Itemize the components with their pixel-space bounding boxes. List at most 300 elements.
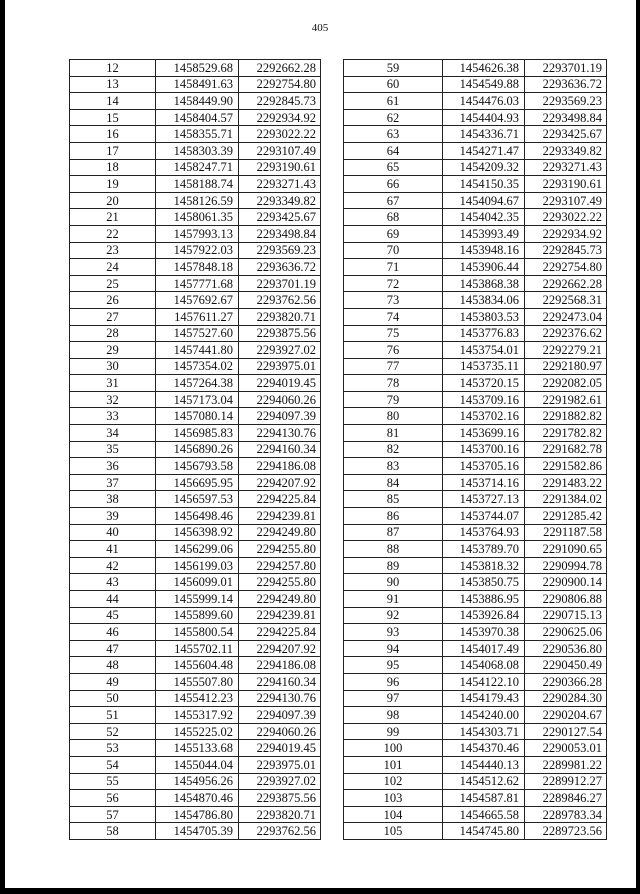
point-number-cell: 77 bbox=[344, 358, 443, 375]
x-coordinate-cell: 1457441.80 bbox=[156, 342, 239, 359]
table-row bbox=[70, 773, 321, 790]
x-coordinate-cell: 1454094.67 bbox=[443, 192, 525, 209]
x-coordinate-cell: 1457771.68 bbox=[156, 275, 239, 292]
x-coordinate-cell: 1456985.83 bbox=[156, 425, 239, 442]
point-number-cell: 95 bbox=[344, 657, 443, 674]
point-number-cell: 79 bbox=[344, 391, 443, 408]
x-coordinate-cell: 1453702.16 bbox=[443, 408, 525, 425]
x-coordinate-cell: 1455225.02 bbox=[156, 723, 239, 740]
y-coordinate-cell: 2289723.56 bbox=[525, 823, 607, 840]
x-coordinate-cell: 1456199.03 bbox=[156, 557, 239, 574]
x-coordinate-cell: 1454370.46 bbox=[443, 740, 525, 757]
x-coordinate-cell: 1458404.57 bbox=[156, 109, 239, 126]
table-row bbox=[344, 375, 607, 392]
x-coordinate-cell: 1454404.93 bbox=[443, 109, 525, 126]
table-row bbox=[70, 275, 321, 292]
y-coordinate-cell: 2289912.27 bbox=[525, 773, 607, 790]
y-coordinate-cell: 2294130.76 bbox=[239, 690, 321, 707]
point-number-cell: 32 bbox=[70, 391, 156, 408]
point-number-cell: 24 bbox=[70, 259, 156, 276]
x-coordinate-cell: 1454705.39 bbox=[156, 823, 239, 840]
y-coordinate-cell: 2291582.86 bbox=[525, 458, 607, 475]
x-coordinate-cell: 1453705.16 bbox=[443, 458, 525, 475]
point-number-cell: 103 bbox=[344, 790, 443, 807]
table-row bbox=[70, 391, 321, 408]
point-number-cell: 49 bbox=[70, 673, 156, 690]
point-number-cell: 29 bbox=[70, 342, 156, 359]
y-coordinate-cell: 2292180.97 bbox=[525, 358, 607, 375]
table-row bbox=[344, 657, 607, 674]
table-row bbox=[344, 391, 607, 408]
y-coordinate-cell: 2293425.67 bbox=[239, 209, 321, 226]
y-coordinate-cell: 2292082.05 bbox=[525, 375, 607, 392]
point-number-cell: 21 bbox=[70, 209, 156, 226]
y-coordinate-cell: 2290994.78 bbox=[525, 557, 607, 574]
point-number-cell: 45 bbox=[70, 607, 156, 624]
x-coordinate-cell: 1454476.03 bbox=[443, 93, 525, 110]
table-row bbox=[70, 524, 321, 541]
point-number-cell: 39 bbox=[70, 508, 156, 525]
y-coordinate-cell: 2291090.65 bbox=[525, 541, 607, 558]
y-coordinate-cell: 2294097.39 bbox=[239, 408, 321, 425]
point-number-cell: 60 bbox=[344, 76, 443, 93]
x-coordinate-cell: 1453850.75 bbox=[443, 574, 525, 591]
point-number-cell: 41 bbox=[70, 541, 156, 558]
table-row bbox=[70, 408, 321, 425]
x-coordinate-cell: 1453776.83 bbox=[443, 325, 525, 342]
y-coordinate-cell: 2294255.80 bbox=[239, 541, 321, 558]
table-row bbox=[70, 657, 321, 674]
table-row bbox=[344, 458, 607, 475]
point-number-cell: 102 bbox=[344, 773, 443, 790]
y-coordinate-cell: 2291483.22 bbox=[525, 474, 607, 491]
x-coordinate-cell: 1453744.07 bbox=[443, 508, 525, 525]
point-number-cell: 93 bbox=[344, 624, 443, 641]
y-coordinate-cell: 2292934.92 bbox=[525, 225, 607, 242]
point-number-cell: 16 bbox=[70, 126, 156, 143]
x-coordinate-cell: 1454240.00 bbox=[443, 707, 525, 724]
point-number-cell: 82 bbox=[344, 441, 443, 458]
y-coordinate-cell: 2292754.80 bbox=[239, 76, 321, 93]
table-row bbox=[344, 574, 607, 591]
x-coordinate-cell: 1454786.80 bbox=[156, 806, 239, 823]
x-coordinate-cell: 1456398.92 bbox=[156, 524, 239, 541]
x-coordinate-cell: 1456695.95 bbox=[156, 474, 239, 491]
y-coordinate-cell: 2294160.34 bbox=[239, 673, 321, 690]
x-coordinate-cell: 1458529.68 bbox=[156, 60, 239, 77]
x-coordinate-cell: 1457527.60 bbox=[156, 325, 239, 342]
point-number-cell: 38 bbox=[70, 491, 156, 508]
x-coordinate-cell: 1456793.58 bbox=[156, 458, 239, 475]
y-coordinate-cell: 2293875.56 bbox=[239, 325, 321, 342]
x-coordinate-cell: 1455133.68 bbox=[156, 740, 239, 757]
y-coordinate-cell: 2294130.76 bbox=[239, 425, 321, 442]
point-number-cell: 100 bbox=[344, 740, 443, 757]
y-coordinate-cell: 2289981.22 bbox=[525, 756, 607, 773]
point-number-cell: 20 bbox=[70, 192, 156, 209]
table-row bbox=[70, 640, 321, 657]
y-coordinate-cell: 2294207.92 bbox=[239, 640, 321, 657]
y-coordinate-cell: 2293107.49 bbox=[239, 142, 321, 159]
point-number-cell: 75 bbox=[344, 325, 443, 342]
table-row bbox=[70, 707, 321, 724]
table-row bbox=[70, 109, 321, 126]
scan-border-bottom bbox=[0, 888, 640, 894]
point-number-cell: 92 bbox=[344, 607, 443, 624]
x-coordinate-cell: 1453803.53 bbox=[443, 308, 525, 325]
table-row bbox=[70, 242, 321, 259]
y-coordinate-cell: 2291285.42 bbox=[525, 508, 607, 525]
x-coordinate-cell: 1454440.13 bbox=[443, 756, 525, 773]
table-row bbox=[344, 225, 607, 242]
point-number-cell: 73 bbox=[344, 292, 443, 309]
y-coordinate-cell: 2292376.62 bbox=[525, 325, 607, 342]
x-coordinate-cell: 1453818.32 bbox=[443, 557, 525, 574]
point-number-cell: 17 bbox=[70, 142, 156, 159]
table-row bbox=[344, 624, 607, 641]
y-coordinate-cell: 2292568.31 bbox=[525, 292, 607, 309]
x-coordinate-cell: 1453948.16 bbox=[443, 242, 525, 259]
y-coordinate-cell: 2289846.27 bbox=[525, 790, 607, 807]
point-number-cell: 80 bbox=[344, 408, 443, 425]
y-coordinate-cell: 2291782.82 bbox=[525, 425, 607, 442]
table-row bbox=[70, 756, 321, 773]
y-coordinate-cell: 2292845.73 bbox=[525, 242, 607, 259]
x-coordinate-cell: 1457611.27 bbox=[156, 308, 239, 325]
table-row bbox=[70, 740, 321, 757]
point-number-cell: 96 bbox=[344, 673, 443, 690]
table-row bbox=[70, 76, 321, 93]
point-number-cell: 81 bbox=[344, 425, 443, 442]
x-coordinate-cell: 1457264.38 bbox=[156, 375, 239, 392]
table-row bbox=[344, 358, 607, 375]
point-number-cell: 25 bbox=[70, 275, 156, 292]
y-coordinate-cell: 2292845.73 bbox=[239, 93, 321, 110]
x-coordinate-cell: 1453926.84 bbox=[443, 607, 525, 624]
x-coordinate-cell: 1453868.38 bbox=[443, 275, 525, 292]
y-coordinate-cell: 2293349.82 bbox=[525, 142, 607, 159]
x-coordinate-cell: 1458061.35 bbox=[156, 209, 239, 226]
point-number-cell: 37 bbox=[70, 474, 156, 491]
x-coordinate-cell: 1454587.81 bbox=[443, 790, 525, 807]
point-number-cell: 13 bbox=[70, 76, 156, 93]
x-coordinate-cell: 1458247.71 bbox=[156, 159, 239, 176]
table-row bbox=[344, 756, 607, 773]
y-coordinate-cell: 2293498.84 bbox=[525, 109, 607, 126]
y-coordinate-cell: 2294249.80 bbox=[239, 524, 321, 541]
point-number-cell: 54 bbox=[70, 756, 156, 773]
table-row bbox=[70, 591, 321, 608]
table-row bbox=[344, 707, 607, 724]
x-coordinate-cell: 1453727.13 bbox=[443, 491, 525, 508]
x-coordinate-cell: 1455899.60 bbox=[156, 607, 239, 624]
y-coordinate-cell: 2291682.78 bbox=[525, 441, 607, 458]
y-coordinate-cell: 2290450.49 bbox=[525, 657, 607, 674]
y-coordinate-cell: 2290900.14 bbox=[525, 574, 607, 591]
x-coordinate-cell: 1453699.16 bbox=[443, 425, 525, 442]
x-coordinate-cell: 1453970.38 bbox=[443, 624, 525, 641]
x-coordinate-cell: 1456890.26 bbox=[156, 441, 239, 458]
point-number-cell: 70 bbox=[344, 242, 443, 259]
y-coordinate-cell: 2294019.45 bbox=[239, 375, 321, 392]
y-coordinate-cell: 2290204.67 bbox=[525, 707, 607, 724]
point-number-cell: 23 bbox=[70, 242, 156, 259]
table-row bbox=[70, 325, 321, 342]
x-coordinate-cell: 1455412.23 bbox=[156, 690, 239, 707]
y-coordinate-cell: 2293271.43 bbox=[525, 159, 607, 176]
y-coordinate-cell: 2294255.80 bbox=[239, 574, 321, 591]
x-coordinate-cell: 1454745.80 bbox=[443, 823, 525, 840]
table-row bbox=[70, 690, 321, 707]
table-row bbox=[344, 142, 607, 159]
x-coordinate-cell: 1458491.63 bbox=[156, 76, 239, 93]
x-coordinate-cell: 1453834.06 bbox=[443, 292, 525, 309]
table-row bbox=[70, 358, 321, 375]
table-row bbox=[344, 109, 607, 126]
point-number-cell: 22 bbox=[70, 225, 156, 242]
point-number-cell: 85 bbox=[344, 491, 443, 508]
table-row bbox=[344, 342, 607, 359]
table-row bbox=[344, 823, 607, 840]
x-coordinate-cell: 1457692.67 bbox=[156, 292, 239, 309]
table-row bbox=[344, 242, 607, 259]
point-number-cell: 87 bbox=[344, 524, 443, 541]
coordinates-table-left bbox=[69, 59, 321, 840]
y-coordinate-cell: 2294225.84 bbox=[239, 491, 321, 508]
point-number-cell: 15 bbox=[70, 109, 156, 126]
point-number-cell: 78 bbox=[344, 375, 443, 392]
table-row bbox=[344, 508, 607, 525]
table-row bbox=[70, 790, 321, 807]
table-row bbox=[344, 474, 607, 491]
y-coordinate-cell: 2292754.80 bbox=[525, 259, 607, 276]
table-row bbox=[70, 308, 321, 325]
point-number-cell: 55 bbox=[70, 773, 156, 790]
y-coordinate-cell: 2293927.02 bbox=[239, 773, 321, 790]
y-coordinate-cell: 2293762.56 bbox=[239, 292, 321, 309]
y-coordinate-cell: 2290625.06 bbox=[525, 624, 607, 641]
point-number-cell: 34 bbox=[70, 425, 156, 442]
x-coordinate-cell: 1454512.62 bbox=[443, 773, 525, 790]
y-coordinate-cell: 2292473.04 bbox=[525, 308, 607, 325]
table-row bbox=[344, 60, 607, 77]
table-row bbox=[344, 325, 607, 342]
x-coordinate-cell: 1454626.38 bbox=[443, 60, 525, 77]
point-number-cell: 64 bbox=[344, 142, 443, 159]
table-row bbox=[70, 607, 321, 624]
y-coordinate-cell: 2293569.23 bbox=[239, 242, 321, 259]
x-coordinate-cell: 1457173.04 bbox=[156, 391, 239, 408]
table-row bbox=[344, 541, 607, 558]
point-number-cell: 19 bbox=[70, 176, 156, 193]
x-coordinate-cell: 1456498.46 bbox=[156, 508, 239, 525]
y-coordinate-cell: 2291982.61 bbox=[525, 391, 607, 408]
y-coordinate-cell: 2291187.58 bbox=[525, 524, 607, 541]
point-number-cell: 59 bbox=[344, 60, 443, 77]
y-coordinate-cell: 2291384.02 bbox=[525, 491, 607, 508]
table-row bbox=[344, 790, 607, 807]
table-row bbox=[70, 342, 321, 359]
table-row bbox=[70, 209, 321, 226]
table-row bbox=[70, 574, 321, 591]
table-row bbox=[344, 524, 607, 541]
x-coordinate-cell: 1453709.16 bbox=[443, 391, 525, 408]
table-row bbox=[70, 292, 321, 309]
y-coordinate-cell: 2293636.72 bbox=[525, 76, 607, 93]
point-number-cell: 18 bbox=[70, 159, 156, 176]
y-coordinate-cell: 2293762.56 bbox=[239, 823, 321, 840]
y-coordinate-cell: 2293975.01 bbox=[239, 358, 321, 375]
point-number-cell: 28 bbox=[70, 325, 156, 342]
table-row bbox=[344, 93, 607, 110]
x-coordinate-cell: 1455507.80 bbox=[156, 673, 239, 690]
point-number-cell: 105 bbox=[344, 823, 443, 840]
x-coordinate-cell: 1453735.11 bbox=[443, 358, 525, 375]
y-coordinate-cell: 2293701.19 bbox=[525, 60, 607, 77]
x-coordinate-cell: 1453754.01 bbox=[443, 342, 525, 359]
point-number-cell: 63 bbox=[344, 126, 443, 143]
x-coordinate-cell: 1457354.02 bbox=[156, 358, 239, 375]
table-row bbox=[70, 491, 321, 508]
point-number-cell: 89 bbox=[344, 557, 443, 574]
y-coordinate-cell: 2294207.92 bbox=[239, 474, 321, 491]
point-number-cell: 43 bbox=[70, 574, 156, 591]
x-coordinate-cell: 1454179.43 bbox=[443, 690, 525, 707]
y-coordinate-cell: 2293975.01 bbox=[239, 756, 321, 773]
x-coordinate-cell: 1454303.71 bbox=[443, 723, 525, 740]
y-coordinate-cell: 2292934.92 bbox=[239, 109, 321, 126]
point-number-cell: 67 bbox=[344, 192, 443, 209]
point-number-cell: 83 bbox=[344, 458, 443, 475]
point-number-cell: 104 bbox=[344, 806, 443, 823]
point-number-cell: 61 bbox=[344, 93, 443, 110]
table-row bbox=[70, 192, 321, 209]
table-row bbox=[344, 159, 607, 176]
table-row bbox=[70, 723, 321, 740]
table-row bbox=[344, 640, 607, 657]
point-number-cell: 90 bbox=[344, 574, 443, 591]
y-coordinate-cell: 2290536.80 bbox=[525, 640, 607, 657]
table-row bbox=[70, 474, 321, 491]
table-row bbox=[344, 607, 607, 624]
point-number-cell: 47 bbox=[70, 640, 156, 657]
table-row bbox=[344, 740, 607, 757]
x-coordinate-cell: 1454209.32 bbox=[443, 159, 525, 176]
table-row bbox=[70, 823, 321, 840]
y-coordinate-cell: 2293875.56 bbox=[239, 790, 321, 807]
table-row bbox=[70, 259, 321, 276]
table-row bbox=[70, 508, 321, 525]
point-number-cell: 12 bbox=[70, 60, 156, 77]
coordinates-table-right bbox=[343, 59, 607, 840]
table-row bbox=[344, 491, 607, 508]
table-row bbox=[344, 209, 607, 226]
y-coordinate-cell: 2293271.43 bbox=[239, 176, 321, 193]
y-coordinate-cell: 2294186.08 bbox=[239, 657, 321, 674]
point-number-cell: 84 bbox=[344, 474, 443, 491]
point-number-cell: 35 bbox=[70, 441, 156, 458]
y-coordinate-cell: 2290366.28 bbox=[525, 673, 607, 690]
table-row bbox=[344, 308, 607, 325]
y-coordinate-cell: 2290715.13 bbox=[525, 607, 607, 624]
x-coordinate-cell: 1456597.53 bbox=[156, 491, 239, 508]
x-coordinate-cell: 1454271.47 bbox=[443, 142, 525, 159]
point-number-cell: 50 bbox=[70, 690, 156, 707]
x-coordinate-cell: 1455702.11 bbox=[156, 640, 239, 657]
point-number-cell: 26 bbox=[70, 292, 156, 309]
point-number-cell: 91 bbox=[344, 591, 443, 608]
y-coordinate-cell: 2294186.08 bbox=[239, 458, 321, 475]
x-coordinate-cell: 1453764.93 bbox=[443, 524, 525, 541]
y-coordinate-cell: 2292662.28 bbox=[525, 275, 607, 292]
point-number-cell: 44 bbox=[70, 591, 156, 608]
point-number-cell: 53 bbox=[70, 740, 156, 757]
scan-border-left bbox=[0, 0, 5, 894]
x-coordinate-cell: 1453993.49 bbox=[443, 225, 525, 242]
y-coordinate-cell: 2293022.22 bbox=[239, 126, 321, 143]
y-coordinate-cell: 2293820.71 bbox=[239, 806, 321, 823]
table-row bbox=[70, 126, 321, 143]
table-row bbox=[344, 723, 607, 740]
scan-border-right bbox=[636, 0, 640, 894]
table-row bbox=[70, 375, 321, 392]
x-coordinate-cell: 1455044.04 bbox=[156, 756, 239, 773]
x-coordinate-cell: 1455317.92 bbox=[156, 707, 239, 724]
point-number-cell: 57 bbox=[70, 806, 156, 823]
y-coordinate-cell: 2294060.26 bbox=[239, 391, 321, 408]
table-row bbox=[344, 275, 607, 292]
table-row bbox=[344, 76, 607, 93]
point-number-cell: 52 bbox=[70, 723, 156, 740]
y-coordinate-cell: 2289783.34 bbox=[525, 806, 607, 823]
y-coordinate-cell: 2292279.21 bbox=[525, 342, 607, 359]
point-number-cell: 97 bbox=[344, 690, 443, 707]
x-coordinate-cell: 1453700.16 bbox=[443, 441, 525, 458]
y-coordinate-cell: 2294257.80 bbox=[239, 557, 321, 574]
table-row bbox=[70, 93, 321, 110]
table-row bbox=[70, 425, 321, 442]
x-coordinate-cell: 1457993.13 bbox=[156, 225, 239, 242]
point-number-cell: 62 bbox=[344, 109, 443, 126]
y-coordinate-cell: 2291882.82 bbox=[525, 408, 607, 425]
table-row bbox=[70, 176, 321, 193]
y-coordinate-cell: 2290284.30 bbox=[525, 690, 607, 707]
x-coordinate-cell: 1457922.03 bbox=[156, 242, 239, 259]
x-coordinate-cell: 1458303.39 bbox=[156, 142, 239, 159]
point-number-cell: 40 bbox=[70, 524, 156, 541]
x-coordinate-cell: 1454870.46 bbox=[156, 790, 239, 807]
y-coordinate-cell: 2293820.71 bbox=[239, 308, 321, 325]
x-coordinate-cell: 1456299.06 bbox=[156, 541, 239, 558]
y-coordinate-cell: 2293701.19 bbox=[239, 275, 321, 292]
point-number-cell: 33 bbox=[70, 408, 156, 425]
table-row bbox=[344, 441, 607, 458]
point-number-cell: 76 bbox=[344, 342, 443, 359]
y-coordinate-cell: 2294060.26 bbox=[239, 723, 321, 740]
point-number-cell: 98 bbox=[344, 707, 443, 724]
x-coordinate-cell: 1454665.58 bbox=[443, 806, 525, 823]
table-row bbox=[344, 408, 607, 425]
table-row bbox=[70, 159, 321, 176]
y-coordinate-cell: 2293022.22 bbox=[525, 209, 607, 226]
point-number-cell: 72 bbox=[344, 275, 443, 292]
y-coordinate-cell: 2294160.34 bbox=[239, 441, 321, 458]
y-coordinate-cell: 2293190.61 bbox=[239, 159, 321, 176]
table-row bbox=[344, 425, 607, 442]
x-coordinate-cell: 1458188.74 bbox=[156, 176, 239, 193]
table-row bbox=[70, 806, 321, 823]
point-number-cell: 31 bbox=[70, 375, 156, 392]
